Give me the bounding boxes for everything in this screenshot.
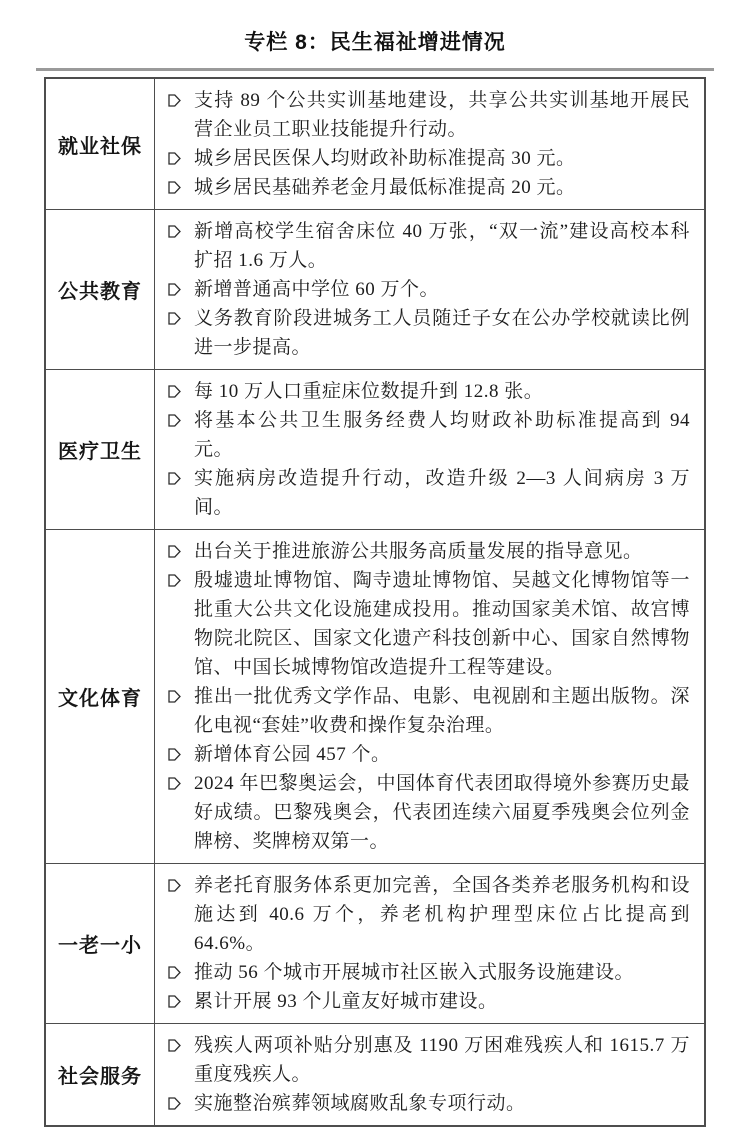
list-item	[167, 144, 690, 173]
pentagon-right-arrow-icon	[168, 878, 181, 893]
page-title: 专栏 8：民生福祉增进情况	[244, 31, 506, 54]
list-item	[167, 987, 690, 1016]
pentagon-right-arrow-icon	[168, 413, 181, 428]
pentagon-right-arrow-icon	[168, 994, 181, 1009]
list-item	[167, 377, 690, 406]
pentagon-right-arrow-icon	[168, 282, 181, 297]
table-row-elderly-children	[45, 864, 705, 1024]
pentagon-right-arrow-icon	[168, 689, 181, 704]
category-label: 公共教育	[45, 210, 155, 370]
items-cell	[155, 1024, 706, 1127]
separator-line	[36, 68, 714, 71]
item-text: 推动 56 个城市开展城市社区嵌入式服务设施建设。	[194, 962, 635, 983]
category-label: 就业社保	[45, 78, 155, 210]
category-label: 文化体育	[45, 530, 155, 864]
list-item	[167, 1031, 690, 1089]
pentagon-right-arrow-icon	[168, 965, 181, 980]
list-item	[167, 217, 690, 275]
items-cell	[155, 370, 706, 530]
pentagon-right-arrow-icon	[168, 93, 181, 108]
item-text: 城乡居民医保人均财政补助标准提高 30 元。	[194, 148, 576, 169]
item-text: 新增普通高中学位 60 万个。	[194, 279, 440, 300]
item-text: 残疾人两项补贴分别惠及 1190 万困难残疾人和 1615.7 万重度残疾人。	[194, 1035, 690, 1085]
list-item	[167, 173, 690, 202]
items-cell	[155, 78, 706, 210]
item-text: 实施病房改造提升行动，改造升级 2—3 人间病房 3 万间。	[194, 468, 690, 518]
item-text: 推出一批优秀文学作品、电影、电视剧和主题出版物。深化电视“套娃”收费和操作复杂治理。	[194, 686, 690, 736]
category-label: 医疗卫生	[45, 370, 155, 530]
table-row-culture-sports	[45, 530, 705, 864]
items-cell	[155, 864, 706, 1024]
pentagon-right-arrow-icon	[168, 180, 181, 195]
item-text: 实施整治殡葬领域腐败乱象专项行动。	[194, 1093, 526, 1114]
item-text: 城乡居民基础养老金月最低标准提高 20 元。	[194, 177, 576, 198]
item-text: 养老托育服务体系更加完善，全国各类养老服务机构和设施达到 40.6 万个，养老机构护理型床位占比提高到 64.6%。	[194, 875, 690, 954]
list-item	[167, 406, 690, 464]
list-item	[167, 769, 690, 856]
category-label: 一老一小	[45, 864, 155, 1024]
table-row-employment	[45, 78, 705, 210]
list-item	[167, 86, 690, 144]
pentagon-right-arrow-icon	[168, 747, 181, 762]
list-item	[167, 958, 690, 987]
list-item	[167, 304, 690, 362]
pentagon-right-arrow-icon	[168, 471, 181, 486]
item-text: 2024 年巴黎奥运会，中国体育代表团取得境外参赛历史最好成绩。巴黎残奥会，代表团连续六届夏季残奥会位列金牌榜、奖牌榜双第一。	[194, 773, 690, 852]
item-text: 累计开展 93 个儿童友好城市建设。	[194, 991, 498, 1012]
category-label: 社会服务	[45, 1024, 155, 1127]
list-item	[167, 464, 690, 522]
table-row-health	[45, 370, 705, 530]
item-text: 出台关于推进旅游公共服务高质量发展的指导意见。	[194, 541, 643, 562]
pentagon-right-arrow-icon	[168, 1038, 181, 1053]
table-row-social-services	[45, 1024, 705, 1127]
pentagon-right-arrow-icon	[168, 544, 181, 559]
pentagon-right-arrow-icon	[168, 224, 181, 239]
items-cell	[155, 210, 706, 370]
item-text: 支持 89 个公共实训基地建设，共享公共实训基地开展民营企业员工职业技能提升行动。	[194, 90, 690, 140]
item-text: 将基本公共卫生服务经费人均财政补助标准提高到 94 元。	[194, 410, 690, 460]
list-item	[167, 740, 690, 769]
pentagon-right-arrow-icon	[168, 1096, 181, 1111]
list-item	[167, 275, 690, 304]
list-item	[167, 566, 690, 682]
item-text: 新增高校学生宿舍床位 40 万张，“双一流”建设高校本科扩招 1.6 万人。	[194, 221, 690, 271]
list-item	[167, 537, 690, 566]
item-text: 每 10 万人口重症床位数提升到 12.8 张。	[194, 381, 544, 402]
pentagon-right-arrow-icon	[168, 776, 181, 791]
list-item	[167, 1089, 690, 1118]
pentagon-right-arrow-icon	[168, 311, 181, 326]
item-text: 殷墟遗址博物馆、陶寺遗址博物馆、吴越文化博物馆等一批重大公共文化设施建成投用。推动国家美术馆、故宫博物院北院区、国家文化遗产科技创新中心、国家自然博物馆、中国长城博物馆改造提升工程等建设。	[194, 570, 690, 678]
pentagon-right-arrow-icon	[168, 573, 181, 588]
item-text: 新增体育公园 457 个。	[194, 744, 391, 765]
list-item	[167, 682, 690, 740]
pentagon-right-arrow-icon	[168, 151, 181, 166]
welfare-table	[44, 77, 706, 1127]
items-cell	[155, 530, 706, 864]
item-text: 义务教育阶段进城务工人员随迁子女在公办学校就读比例进一步提高。	[194, 308, 690, 358]
pentagon-right-arrow-icon	[168, 384, 181, 399]
list-item	[167, 871, 690, 958]
table-row-education	[45, 210, 705, 370]
